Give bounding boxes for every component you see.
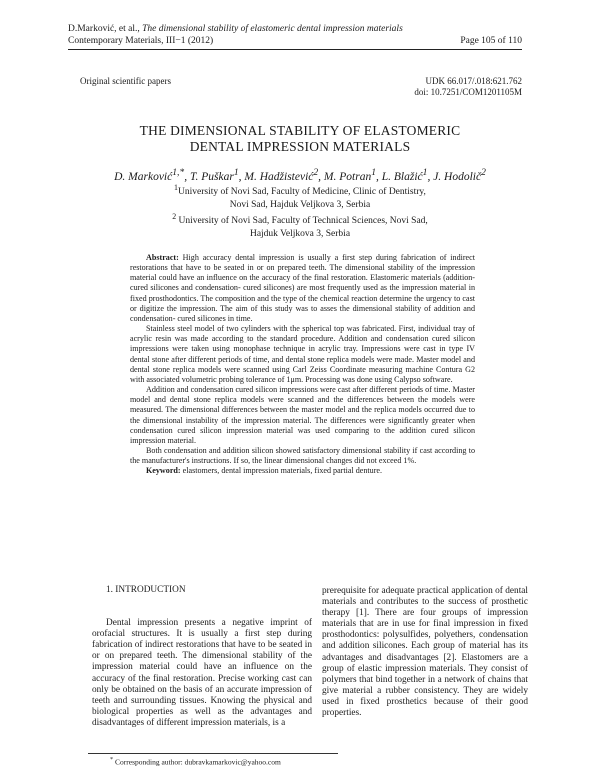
corresponding-author: Corresponding author: dubravkamarkovic@yahoo.com [115,757,281,767]
author: M. Hadžistević$^2$ [244,167,319,183]
affiliation-2: $^2$ University of Novi Sad, Faculty of Technical Sciences, Novi Sad, [172,212,428,227]
page-number: Page 105 of 110 [460,35,522,46]
paper-type: Original scientific papers [80,76,171,86]
journal-name: Contemporary Materials, III−1 (2012) [68,35,214,46]
body-column-left [92,585,312,729]
author: J. Hodolič$^2$ [433,167,486,183]
abstract-paragraph: Addition and condensation cured silicon impressions were cast after different periods of time. Master model and dental stone replica models were scanned and the differences between the models were measured. The dimensional differences between the master model and the replica models occurred due to the dimensional instability of the impression material. The differences were significantly greater when condensation cured silicon impression material was used comparing to the addition cured silicon impression material. [130,385,475,445]
affiliation-1: $^1$University of Novi Sad, Faculty of Medicine, Clinic of Dentistry, [174,183,426,198]
footnote: * Corresponding author: dubravkamarkovic@yahoo.com [88,753,338,767]
keywords: Keyword: elastomers, dental impression materials, fixed partial denture. [146,466,383,476]
citation-title: The dimensional stability of elastomeric dental impression materials [142,24,403,34]
author-list: D. Marković$^{1,*}$, T. Puškar$^1$, M. Hadžistević$^2$, M. Potran$^1$, L. Blažić$^1$, J. Hodolič$^2$ [114,167,486,183]
affiliations: $^1$University of Novi Sad, Faculty of Medicine, Clinic of Dentistry, Novi Sad, Hajduk Veljkova 3, Serbia $^2$ University of Novi Sad, Faculty of Technical Sciences, Novi Sad, Hajduk Veljkova 3, Serbia [0,182,600,240]
body-column-right [322,586,528,719]
author: T. Puškar$^1$ [189,167,239,183]
abstract [130,253,475,476]
body-paragraph: Dental impression presents a negative imprint of orofacial structures. It is usually a first step during fabrication of indirect restorations that have to be seated in or on prepared teeth. The dimensional stability of the impression material could have an influence on the accuracy of the final restoration. Precise working cast can only be obtained on the basis of an accurate impression of teeth and surrounding tissues. Knowing the physical and biological properties as well as the advantages and disadvantages of different impression materials, is a [92,618,312,728]
citation-authors: D.Marković, et al., [68,24,140,34]
doi: doi: 10.7251/COM1201105M [414,87,522,97]
author: D. Marković$^{1,*}$ [114,167,185,183]
abstract-paragraph: Abstract: High accuracy dental impression is usually a first step during fabrication of indirect restorations that have to be seated in or on prepared teeth. The dimensional stability of the impression material could have an influence on the accuracy of the final restoration. Elastomeric materials (addition- cured silicones and condensation- cured silicones) are most frequently used as the impression material in fixed prosthodontics. The composition and the type of the chemical reaction determine the urgency to cast or digitize the impression. The aim of this study was to asses the dimensional stability of addition and condensation- cured silicones in time. [130,253,475,323]
paper-title: THE DIMENSIONAL STABILITY OF ELASTOMERIC DENTAL IMPRESSION MATERIALS [139,123,461,154]
body-paragraph: prerequisite for adequate practical application of dental materials and contributes to the success of prosthetic therapy [1]. There are four groups of impression materials that are in use for final impression in fixed prosthodontics: polysulfides, polyethers, condensation and addition silicones. Each group of material has its advantages and disadvantages [2]. Elastomers are a group of elastic impression materials. They consist of polymers that bind together in a network of chains that give material a rubber consistency. They are widely used in fixed prosthetics because of their good properties. [322,586,528,719]
udk-code: UDK 66.017/.018:621.762 [425,76,522,86]
running-header [68,24,522,50]
citation-line [68,24,522,36]
abstract-paragraph: Stainless steel model of two cylinders with the spherical top was fabricated. First, individual tray of acrylic resin was made according to the standard procedure. Addition and condensation cured silicon impressions were taken using monophase technique in acrylic tray. Impressions were cast in type IV dental stone after different periods of time, and dental stone replica models were made. Master model and dental stone replica models were scanned using Carl Zeiss Coordinate measuring machine Contura G2 with associated volumetric probing tolerance of 1μm. Processing was done using Calypso software. [130,324,475,384]
abstract-paragraph: Both condensation and addition silicon showed satisfactory dimensional stability if cast according to the manufacturer's instructions. If so, the linear dimensional changes did not exceed 1%. [130,445,475,466]
author: M. Potran$^1$ [323,167,376,183]
author: L. Blažić$^1$ [381,167,428,183]
header-rule [68,49,522,50]
section-heading: 1. INTRODUCTION [106,585,186,595]
article-meta [80,76,522,98]
